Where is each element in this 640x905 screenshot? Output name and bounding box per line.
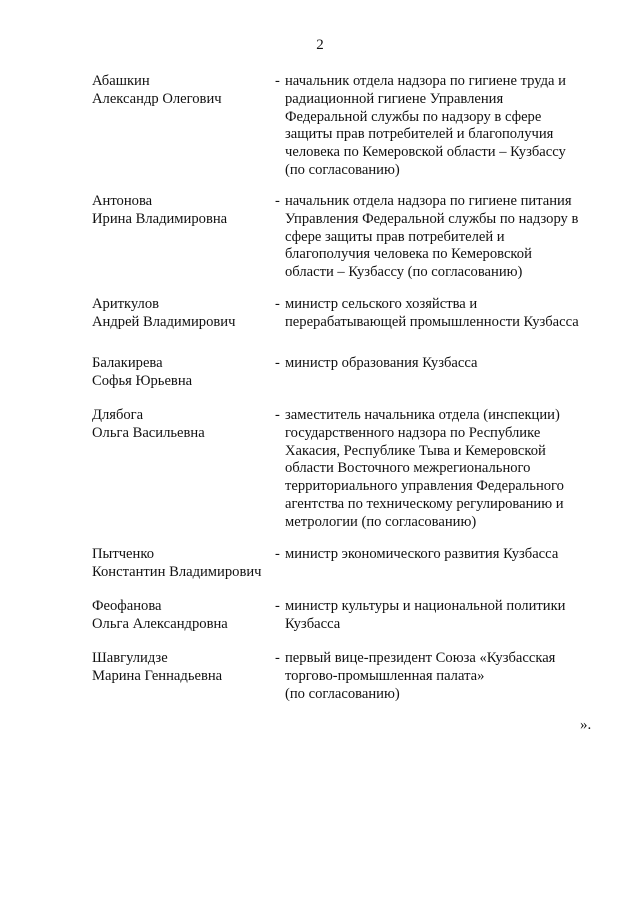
member-role [285, 650, 615, 703]
role-line: (по согласованию) [285, 685, 400, 702]
member-given-name: Ольга Васильевна [92, 424, 205, 441]
member-name [92, 546, 277, 582]
role-line: сфере защиты прав потребителей и [285, 228, 505, 245]
role-line: министр образования Кузбасса [285, 355, 478, 371]
role-line: Кузбасса [285, 615, 341, 632]
member-name [92, 407, 277, 443]
member-given-name: Александр Олегович [92, 90, 222, 107]
dash-separator: - [275, 296, 280, 312]
role-line: Федеральной службы по надзору в сфере [285, 108, 542, 125]
role-line: министр экономического развития Кузбасса [285, 546, 559, 562]
role-line: Управления Федеральной службы по надзору в [285, 210, 579, 227]
role-line: области Восточного межрегионального [285, 460, 531, 477]
role-line: Хакасия, Республике Тыва и Кемеровской [285, 442, 546, 459]
role-line: области – Кузбассу (по согласованию) [285, 264, 523, 281]
role-line: агентства по техническому регулированию и [285, 495, 564, 512]
member-surname: Феофанова [92, 598, 162, 614]
dash-separator: - [275, 407, 280, 423]
role-line: первый вице-президент Союза «Кузбасская [285, 650, 556, 666]
member-name [92, 296, 277, 332]
member-name [92, 73, 277, 109]
dash-separator: - [275, 546, 280, 562]
member-given-name: Андрей Владимирович [92, 313, 236, 330]
member-name [92, 598, 277, 634]
dash-separator: - [275, 598, 280, 614]
role-line: радиационной гигиене Управления [285, 90, 504, 107]
member-surname: Ариткулов [92, 296, 160, 312]
role-line: благополучия человека по Кемеровской [285, 246, 532, 263]
dash-separator: - [275, 650, 280, 666]
member-name [92, 650, 277, 686]
member-role [285, 546, 615, 564]
member-surname: Абашкин [92, 73, 150, 89]
page-number: 2 [316, 37, 324, 53]
member-role [285, 355, 615, 373]
dash-separator: - [275, 73, 280, 89]
member-given-name: Ирина Владимировна [92, 210, 228, 227]
role-line: перерабатывающей промышленности Кузбасса [285, 313, 579, 330]
role-line: торгово-промышленная палата» [285, 667, 485, 684]
role-line: министр культуры и национальной политики [285, 598, 566, 614]
member-given-name: Марина Геннадьевна [92, 667, 223, 684]
member-given-name: Софья Юрьевна [92, 372, 193, 389]
closing-quote-mark: ». [580, 717, 592, 733]
member-name [92, 355, 277, 391]
role-line: заместитель начальника отдела (инспекции) [285, 407, 560, 423]
role-line: начальник отдела надзора по гигиене питания [285, 193, 572, 209]
dash-separator: - [275, 355, 280, 371]
role-line: территориального управления Федерального [285, 478, 564, 495]
role-line: (по согласованию) [285, 161, 400, 178]
role-line: министр сельского хозяйства и [285, 296, 478, 312]
member-role [285, 193, 615, 282]
member-name [92, 193, 277, 229]
member-surname: Антонова [92, 193, 153, 209]
member-role [285, 407, 615, 532]
role-line: начальник отдела надзора по гигиене труда и [285, 73, 566, 89]
member-role [285, 296, 615, 332]
member-given-name: Константин Владимирович [92, 563, 262, 580]
member-surname: Балакирева [92, 355, 163, 371]
member-role [285, 598, 615, 634]
member-given-name: Ольга Александровна [92, 615, 228, 632]
member-surname: Шавгулидзе [92, 650, 168, 666]
role-line: государственного надзора по Республике [285, 424, 541, 441]
member-role [285, 73, 615, 180]
role-line: человека по Кемеровской области – Кузбассу [285, 144, 566, 161]
member-surname: Пытченко [92, 546, 154, 562]
dash-separator: - [275, 193, 280, 209]
member-surname: Длябога [92, 407, 144, 423]
role-line: метрологии (по согласованию) [285, 513, 477, 530]
role-line: защиты прав потребителей и благополучия [285, 126, 554, 143]
